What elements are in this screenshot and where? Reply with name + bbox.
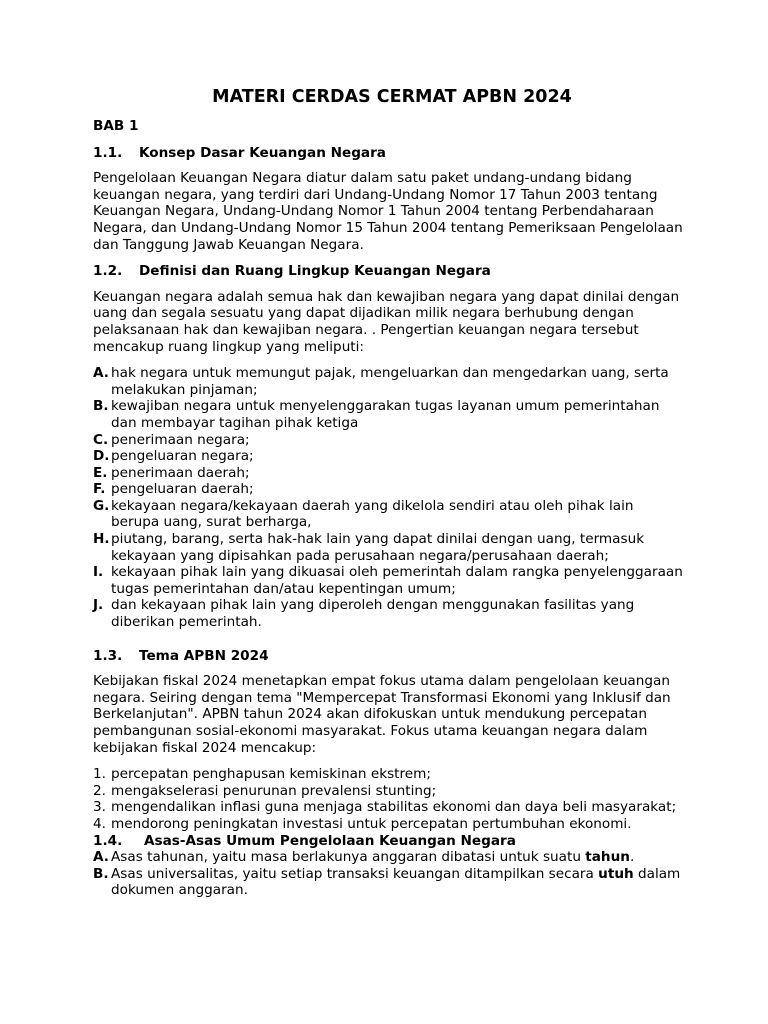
section-heading-1-2	[93, 263, 683, 280]
section-number: 1.2.	[93, 263, 123, 280]
list-item-text: mendorong peningkatan investasi untuk percepatan pertumbuhan ekonomi.	[111, 815, 632, 832]
list-item	[93, 448, 683, 465]
section-title: Asas-Asas Umum Pengelolaan Keuangan Negara	[144, 832, 516, 849]
list-item	[93, 816, 683, 833]
section-number: 1.3.	[93, 647, 123, 664]
list-item-text: mengakselerasi penurunan prevalensi stunting;	[111, 782, 437, 799]
list-marker: 1.	[93, 766, 106, 783]
principles-list	[93, 849, 683, 899]
list-item-text: kekayaan negara/kekayaan daerah yang dikelola sendiri atau oleh pihak lain berupa uang, surat berharga,	[111, 497, 634, 531]
list-item	[93, 799, 683, 816]
list-item-text: mengendalikan inflasi guna menjaga stabilitas ekonomi dan daya beli masyarakat;	[111, 799, 677, 816]
spacer	[93, 631, 683, 648]
list-marker: E.	[93, 464, 108, 481]
list-item	[93, 432, 683, 449]
text-run: dalam dokumen anggaran.	[111, 865, 681, 899]
list-marker: 3.	[93, 799, 106, 816]
section-1-3-paragraph: Kebijakan fiskal 2024 menetapkan empat fokus utama dalam pengelolaan keuangan negara. Seiring dengan tema "Mempercepat Transformasi Ekonomi yang Inklusif dan Berkelanjutan". APBN tahun 2024 akan difokuskan untuk mendukung percepatan pembangunan sosial-ekonomi masyarakat. Fokus utama keuangan negara dalam kebijakan fiskal 2024 mencakup:	[93, 673, 671, 756]
list-item-text: dan kekayaan pihak lain yang diperoleh dengan menggunakan fasilitas yang diberikan pemerintah.	[111, 597, 635, 631]
list-item-text	[111, 849, 634, 866]
list-item	[93, 465, 683, 482]
list-marker: G.	[93, 497, 110, 514]
list-item	[93, 481, 683, 498]
list-item-text	[111, 866, 683, 899]
list-marker: 4.	[93, 815, 106, 832]
text-run: .	[629, 849, 635, 866]
list-marker: F.	[93, 481, 106, 498]
list-item	[93, 849, 683, 866]
list-item-text: hak negara untuk memungut pajak, mengeluarkan dan mengedarkan uang, serta melakukan pinjaman;	[111, 365, 669, 398]
list-item	[93, 766, 683, 783]
list-item-text: kewajiban negara untuk menyelenggarakan tugas layanan umum pemerintahan dan membayar tagihan pihak ketiga	[111, 398, 660, 431]
list-marker: H.	[93, 531, 110, 548]
document-body	[93, 86, 683, 899]
bold-term: utuh	[598, 865, 634, 882]
section-1-1-paragraph: Pengelolaan Keuangan Negara diatur dalam satu paket undang-undang bidang keuangan negara, yang terdiri dari Undang-Undang Nomor 17 Tahun 2003 tentang Keuangan Negara, Undang-Undang Nomor 1 Tahun 2004 tentang Perbendaharaan Negara, dan Undang-Undang Nomor 15 Tahun 2004 tentang Pemeriksaan Pengelolaan dan Tanggung Jawab Keuangan Negara.	[93, 170, 683, 253]
section-title: Definisi dan Ruang Lingkup Keuangan Negara	[139, 263, 491, 280]
list-item	[93, 783, 683, 800]
list-marker: B.	[93, 865, 109, 882]
section-title: Tema APBN 2024	[139, 647, 269, 664]
list-item-text: pengeluaran daerah;	[111, 481, 254, 498]
list-item	[93, 365, 683, 398]
list-marker: 2.	[93, 782, 106, 799]
section-1-2-paragraph: Keuangan negara adalah semua hak dan kewajiban negara yang dapat dinilai dengan uang dan segala sesuatu yang dapat dijadikan milik negara berhubung dengan pelaksanaan hak dan kewajiban negara. . Pengertian keuangan negara tersebut mencakup ruang lingkup yang meliputi:	[93, 288, 680, 355]
list-item	[93, 531, 683, 564]
list-item-text: kekayaan pihak lain yang dikuasai oleh pemerintah dalam rangka penyelenggaraan tugas pemerintahan dan/atau kepentingan umum;	[111, 564, 683, 597]
list-item-text: piutang, barang, serta hak-hak lain yang dapat dinilai dengan uang, termasuk kekayaan yang dipisahkan pada perusahaan negara/perusahaan daerah;	[111, 531, 645, 564]
section-title: Konsep Dasar Keuangan Negara	[139, 144, 386, 161]
scope-list	[93, 365, 683, 631]
section-number: 1.1.	[93, 144, 123, 161]
list-marker: C.	[93, 431, 109, 448]
page-title: MATERI CERDAS CERMAT APBN 2024	[212, 87, 572, 107]
text-run: Asas tahunan, yaitu masa berlakunya anggaran dibatasi untuk suatu	[111, 849, 586, 866]
list-marker: B.	[93, 398, 109, 415]
section-heading-1-3	[93, 648, 683, 665]
list-marker: D.	[93, 448, 110, 465]
chapter-label: BAB 1	[93, 118, 139, 134]
section-heading-1-4	[93, 833, 683, 850]
bold-term: tahun	[585, 849, 630, 866]
list-item-text: pengeluaran negara;	[111, 448, 254, 465]
text-run: Asas universalitas, yaitu setiap transaksi keuangan ditampilkan secara	[111, 865, 599, 882]
section-heading-1-1	[93, 145, 683, 162]
focus-list	[93, 766, 683, 832]
list-item-text: penerimaan daerah;	[111, 464, 250, 481]
list-marker: J.	[93, 597, 104, 614]
list-item	[93, 866, 683, 899]
list-item-text: percepatan penghapusan kemiskinan ekstrem;	[111, 766, 431, 783]
list-item	[93, 564, 683, 597]
list-item	[93, 597, 683, 630]
list-item	[93, 498, 683, 531]
list-item-text: penerimaan negara;	[111, 431, 250, 448]
section-number: 1.4.	[93, 832, 123, 849]
list-marker: A.	[93, 849, 109, 866]
list-marker: A.	[93, 365, 109, 382]
list-item	[93, 398, 683, 431]
list-marker: I.	[93, 564, 104, 581]
